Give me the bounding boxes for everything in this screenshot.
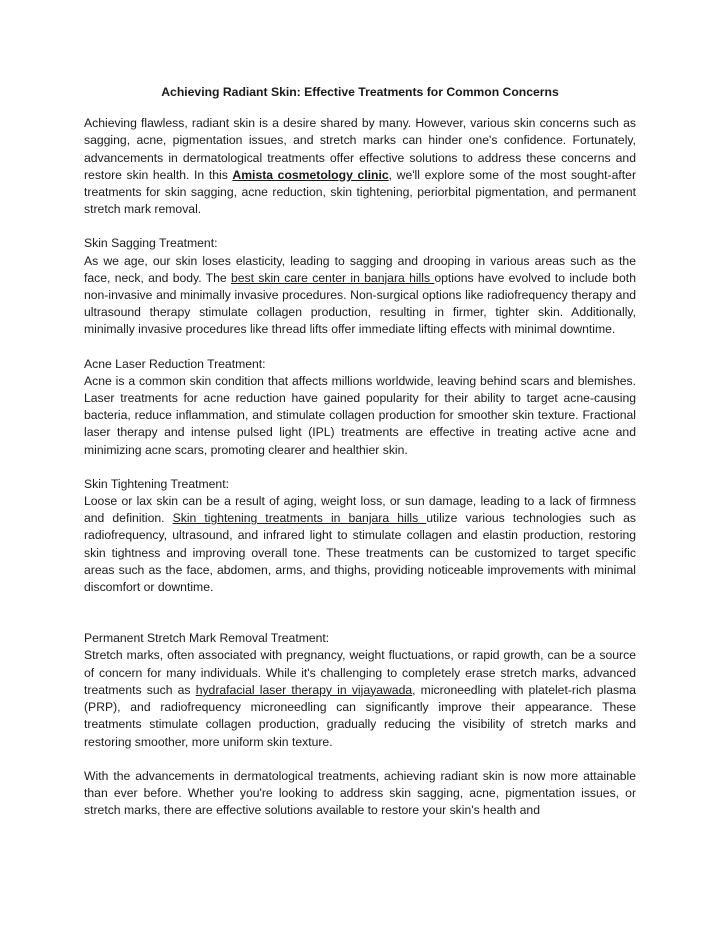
sagging-text-before: As we age, our skin loses elasticity, leading to sagging and drooping in various areas such as the face, neck, and body. The xyxy=(84,253,636,285)
section-body-stretch-mark xyxy=(84,647,636,750)
sagging-text-after: options have evolved to include both non-invasive and minimally invasive procedures. Non-surgical options like radiofrequency therapy and ultrasound therapy stimulate collagen production, resulting in firmer, tighter skin. Additionally, minimally invasive procedures like thread lifts offer immediate lifting effects with minimal downtime. xyxy=(84,270,636,337)
conclusion-paragraph: With the advancements in dermatological treatments, achieving radiant skin is now more attainable than ever before. Whether you're looking to address skin sagging, acne, pigmentation issues, or stretch marks, there are effective solutions available to restore your skin's health and xyxy=(84,768,636,818)
section-heading-stretch-mark: Permanent Stretch Mark Removal Treatment: xyxy=(84,631,330,646)
section-body-acne-laser: Acne is a common skin condition that affects millions worldwide, leaving behind scars and blemishes. Laser treatments for acne reduction have gained popularity for their ability to target acne-causing bacteria, reduce inflammation, and stimulate collagen production for smoother skin texture. Fractional laser therapy and intense pulsed light (IPL) treatments are effective in treating active acne and minimizing acne scars, promoting clearer and healthier skin. xyxy=(84,373,636,457)
section-heading-acne-laser: Acne Laser Reduction Treatment: xyxy=(84,356,266,371)
tightening-text-after: utilize various technologies such as radiofrequency, ultrasound, and infrared light to stimulate collagen and elastin production, restoring skin tightness and improving overall tone. These treatments can be customized to target specific areas such as the face, abdomen, arms, and thighs, providing noticeable improvements with minimal discomfort or downtime. xyxy=(84,511,637,595)
amista-clinic-link[interactable]: Amista cosmetology clinic xyxy=(232,167,389,182)
tightening-text-before: Loose or lax skin can be a result of aging, weight loss, or sun damage, leading to a lack of firmness and definition. xyxy=(84,494,636,526)
section-body-skin-tightening xyxy=(84,493,636,596)
intro-paragraph xyxy=(84,115,636,218)
document-page xyxy=(84,84,636,819)
section-heading-skin-sagging: Skin Sagging Treatment: xyxy=(84,236,218,251)
section-heading-skin-tightening: Skin Tightening Treatment: xyxy=(84,476,229,491)
intro-text-after: , we'll explore some of the most sought-after treatments for skin sagging, acne reduction, skin tightening, periorbital pigmentation, and permanent stretch mark removal. xyxy=(84,167,636,217)
stretch-text-after: , microneedling with platelet-rich plasma (PRP), and radiofrequency microneedling can significantly improve their appearance. These treatments stimulate collagen production, gradually reducing the visibility of stretch marks and restoring smoother, more uniform skin texture. xyxy=(84,682,636,749)
stretch-text-before: Stretch marks, often associated with pregnancy, weight fluctuations, or rapid growth, can be a source of concern for many individuals. While it's challenging to completely erase stretch marks, advanced treatments such as xyxy=(84,648,636,697)
hydrafacial-link[interactable]: hydrafacial laser therapy in vijayawada xyxy=(195,682,413,697)
skin-tightening-link[interactable]: Skin tightening treatments in banjara hills xyxy=(172,511,427,526)
page-title: Achieving Radiant Skin: Effective Treatments for Common Concerns xyxy=(161,85,559,99)
intro-text-before: Achieving flawless, radiant skin is a desire shared by many. However, various skin concerns such as sagging, acne, pigmentation issues, and stretch marks can hinder one's confidence. Fortunately, advancements in dermatological treatments offer effective solutions to address these concerns and restore skin health. In this xyxy=(84,116,636,182)
section-body-skin-sagging xyxy=(84,253,636,339)
skin-care-center-link[interactable]: best skin care center in banjara hills xyxy=(230,270,435,285)
